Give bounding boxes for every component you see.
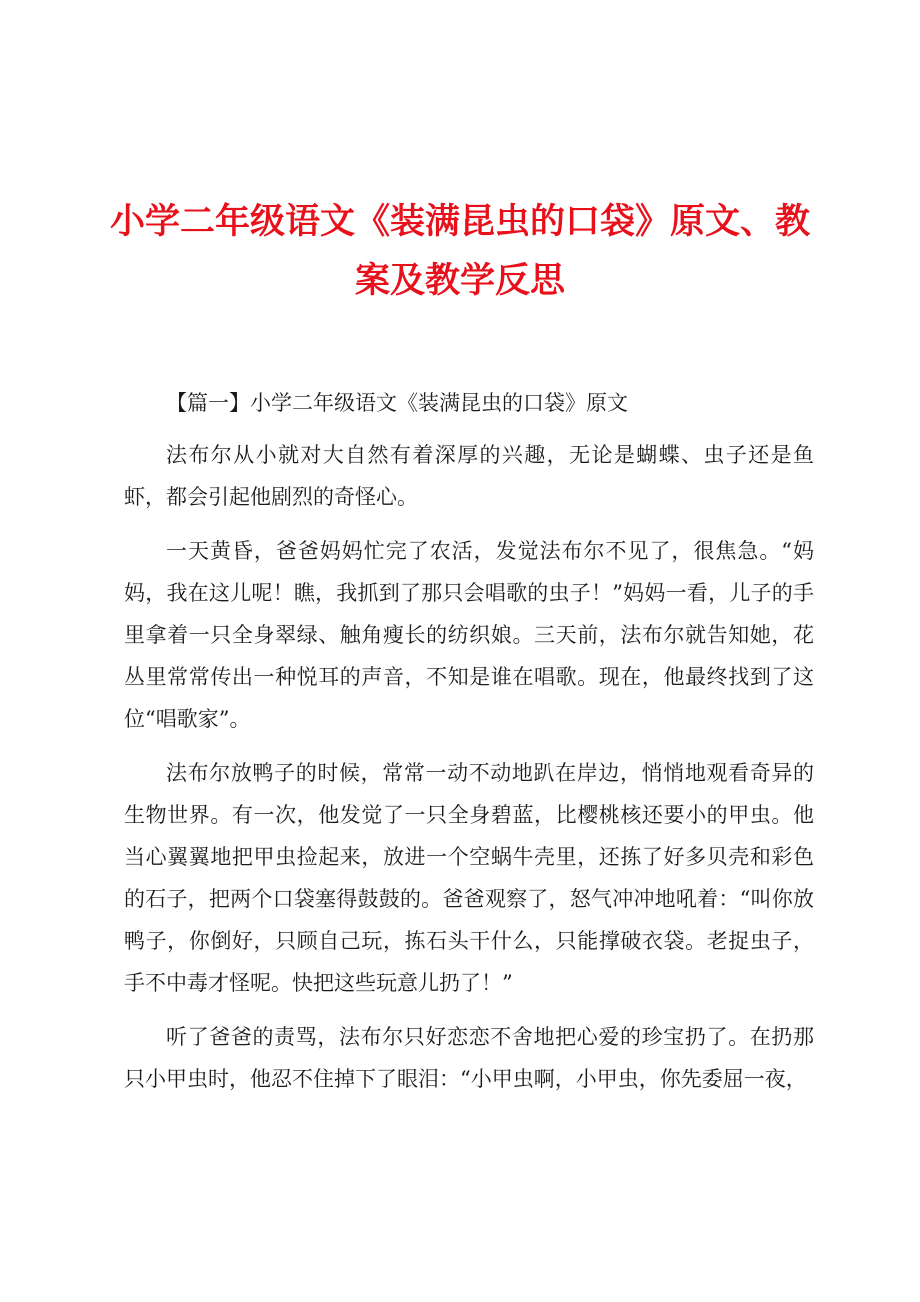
paragraph: 法布尔放鸭子的时候，常常一动不动地趴在岸边，悄悄地观看奇异的生物世界。有一次，他发觉了一只全身碧蓝，比樱桃核还要小的甲虫。他当心翼翼地把甲虫捡起来，放进一个空蜗牛壳里，还拣了好多贝壳和彩色的石子，把两个口袋塞得鼓鼓的。爸爸观察了，怒气冲冲地吼着：“叫你放鸭子，你倒好，只顾自己玩，拣石头干什么，只能撑破衣袋。老捉虫子，手不中毒才怪呢。快把这些玩意儿扔了！” [124, 761, 814, 995]
section-heading: 【篇一】小学二年级语文《装满昆虫的口袋》原文 [166, 391, 628, 415]
paragraph: 法布尔从小就对大自然有着深厚的兴趣，无论是蝴蝶、虫子还是鱼虾，都会引起他剧烈的奇怪心。 [124, 443, 814, 509]
paragraph: 听了爸爸的责骂，法布尔只好恋恋不舍地把心爱的珍宝扔了。在扔那只小甲虫时，他忍不住掉下了眼泪：“小甲虫啊，小甲虫，你先委屈一夜， [124, 1025, 814, 1091]
paragraph: 一天黄昏，爸爸妈妈忙完了农活，发觉法布尔不见了，很焦急。“妈妈，我在这儿呢！瞧，我抓到了那只会唱歌的虫子！”妈妈一看，儿子的手里拿着一只全身翠绿、触角瘦长的纺织娘。三天前，法布尔就告知她，花丛里常常传出一种悦耳的声音，不知是谁在唱歌。现在，他最终找到了这位“唱歌家”。 [124, 539, 814, 731]
document-body [124, 382, 814, 1112]
document-title: 小学二年级语文《装满昆虫的口袋》原文、教案及教学反思 [109, 201, 810, 301]
